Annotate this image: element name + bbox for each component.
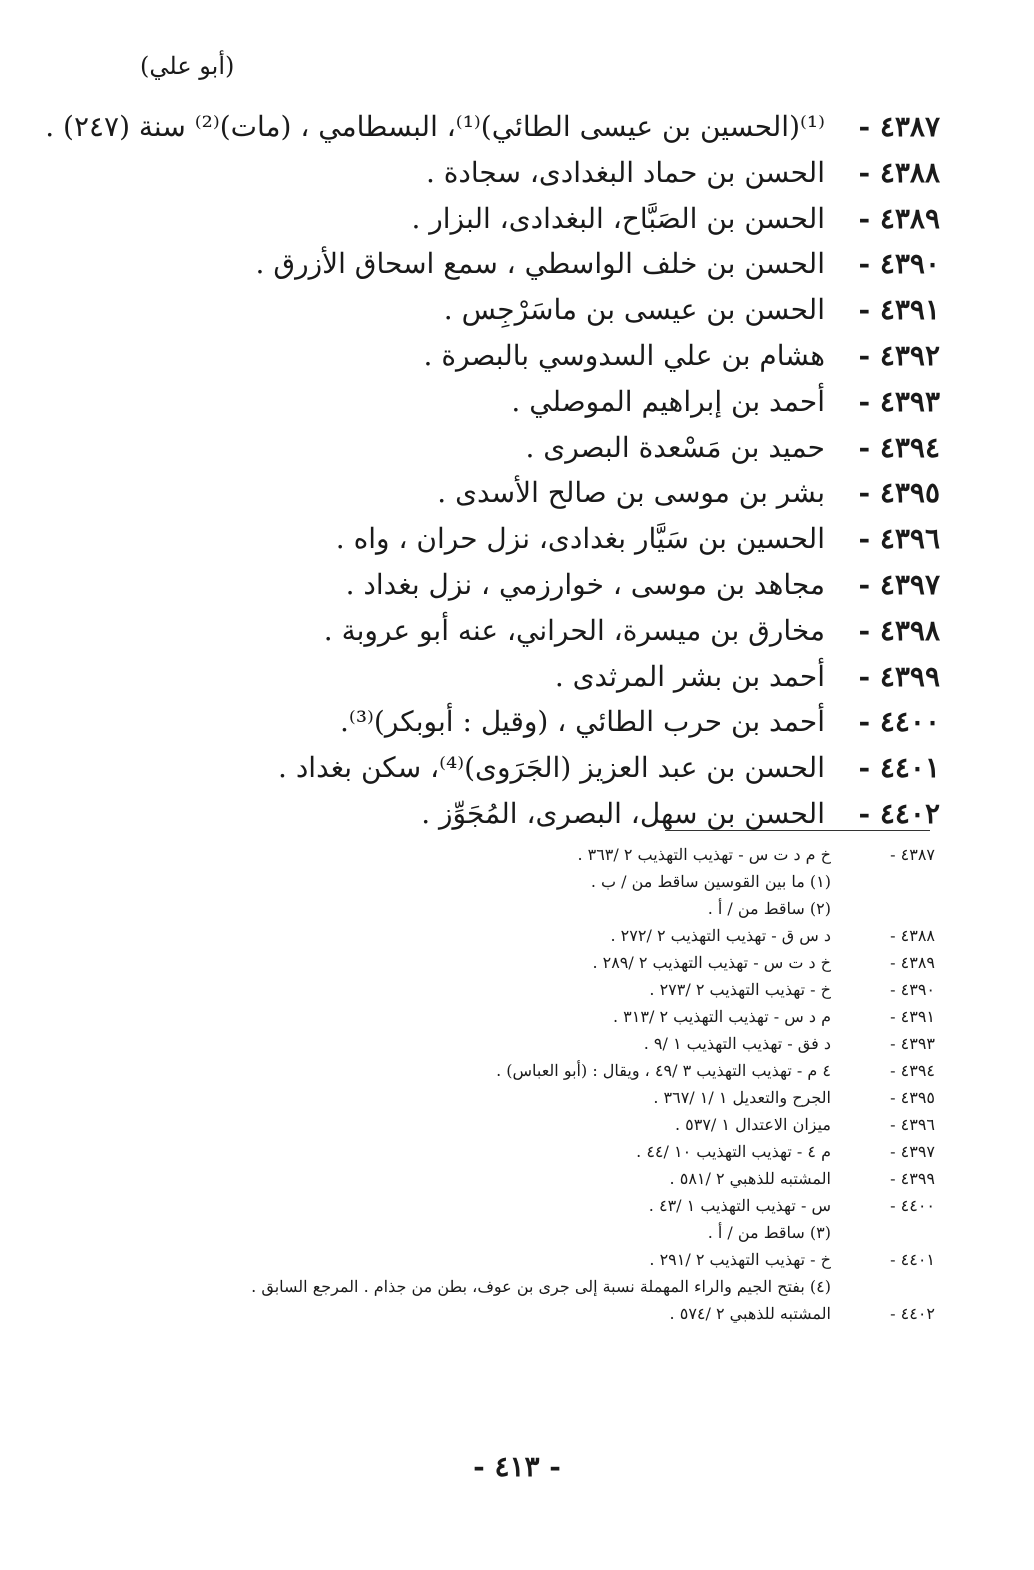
- footnote-row: [240, 872, 935, 899]
- footnote-divider: [665, 830, 930, 831]
- entry-number: ٤٣٩٤ -: [858, 430, 940, 464]
- footnote-text: م ٤ - تهذيب التهذيب ١٠ /٤٤ .: [636, 1142, 831, 1161]
- entry-number: ٤٤٠٢ -: [858, 796, 940, 830]
- entry-number: ٤٣٩٧ -: [858, 567, 940, 601]
- footnote-number: ٤٣٩٧ -: [890, 1142, 935, 1161]
- footnote-row: [240, 953, 935, 980]
- footnote-row: [240, 899, 935, 926]
- footnote-row: [240, 1061, 935, 1088]
- entry-row: [110, 293, 940, 339]
- entry-row: [110, 614, 940, 660]
- footnote-row: [240, 1142, 935, 1169]
- footnote-row: [240, 1115, 935, 1142]
- entry-row: [110, 797, 940, 843]
- entry-text: الحسن بن عيسى بن ماسَرْجِس .: [443, 293, 825, 327]
- entry-text: الحسن بن الصَبَّاح، البغدادى، البزار .: [411, 201, 825, 235]
- entry-row: [110, 385, 940, 431]
- entry-text: هشام بن علي السدوسي بالبصرة .: [423, 338, 825, 372]
- footnote-row: [240, 1223, 935, 1250]
- footnote-row: [240, 1196, 935, 1223]
- entry-row: [110, 156, 940, 202]
- footnote-row: [240, 1169, 935, 1196]
- footnote-number: ٤٣٩٥ -: [890, 1088, 935, 1107]
- entry-text: ⁽¹⁾(الحسين بن عيسى الطائي)⁽¹⁾، البسطامي ، (مات)⁽²⁾ سنة (٢٤٧) .: [45, 110, 825, 143]
- entry-number: ٤٣٩٥ -: [858, 476, 940, 510]
- footnote-text: س - تهذيب التهذيب ١ /٤٣ .: [648, 1196, 831, 1215]
- entry-row: [110, 568, 940, 614]
- footnote-text: المشتبه للذهبي ٢ /٥٧٤ .: [669, 1304, 831, 1323]
- footnote-text: د س ق - تهذيب التهذيب ٢ /٢٧٢ .: [610, 926, 831, 945]
- entry-number: ٤٣٩٩ -: [858, 659, 940, 693]
- footnote-row: [240, 845, 935, 872]
- footnote-number: ٤٣٨٧ -: [890, 845, 935, 864]
- entry-text: الحسن بن خلف الواسطي ، سمع اسحاق الأزرق .: [255, 247, 825, 281]
- footnote-row: [240, 1034, 935, 1061]
- entry-text: أحمد بن حرب الطائي ، (وقيل : أبوبكر)⁽³⁾.: [340, 705, 825, 739]
- page-number: - ٤١٣ -: [473, 1450, 561, 1483]
- footnote-number: ٤٤٠٠ -: [890, 1196, 935, 1215]
- entry-row: [110, 247, 940, 293]
- footnote-row: [240, 980, 935, 1007]
- footnote-text: خ د ت س - تهذيب التهذيب ٢ /٢٨٩ .: [592, 953, 831, 972]
- footnote-number: ٤٣٩٠ -: [890, 980, 935, 999]
- footnote-number: ٤٤٠٢ -: [890, 1304, 935, 1323]
- entry-text: الحسن بن سهل، البصرى، المُجَوِّز .: [421, 796, 825, 830]
- footnote-number: ٤٣٨٨ -: [890, 926, 935, 945]
- entry-number: ٤٣٩٢ -: [858, 338, 940, 372]
- footnote-text: الجرح والتعديل ١ /١ /٣٦٧ .: [653, 1088, 831, 1107]
- footnote-text: المشتبه للذهبي ٢ /٥٨١ .: [669, 1169, 831, 1188]
- entry-number: ٤٣٨٩ -: [858, 201, 940, 235]
- footnote-row: [240, 926, 935, 953]
- footnote-number: ٤٣٨٩ -: [890, 953, 935, 972]
- entry-text: الحسين بن سَيَّار بغدادى، نزل حران ، واه .: [335, 522, 825, 556]
- entry-text: مخارق بن ميسرة، الحراني، عنه أبو عروبة .: [323, 613, 825, 647]
- footnote-text: (٤) بفتح الجيم والراء المهملة نسبة إلى جرى بن عوف، بطن من جذام . المرجع السابق .: [251, 1277, 831, 1296]
- footnote-number: ٤٣٩٣ -: [890, 1034, 935, 1053]
- entry-number: ٤٣٨٨ -: [858, 155, 940, 189]
- entry-row: [110, 431, 940, 477]
- entry-number: ٤٣٨٧ -: [858, 110, 940, 143]
- entry-row: [110, 522, 940, 568]
- footnote-number: ٤٣٩١ -: [890, 1007, 935, 1026]
- footnote-list: [240, 845, 935, 1331]
- footnote-row: [240, 1088, 935, 1115]
- entry-number: ٤٣٩٨ -: [858, 613, 940, 647]
- entry-text: أحمد بن إبراهيم الموصلي .: [511, 384, 825, 418]
- entry-row: [110, 339, 940, 385]
- footnote-text: م د س - تهذيب التهذيب ٢ /٣١٣ .: [613, 1007, 831, 1026]
- entry-text: أحمد بن بشر المرثدى .: [554, 659, 825, 693]
- entry-list: [45, 110, 940, 843]
- entry-text: بشر بن موسى بن صالح الأسدى .: [437, 476, 825, 510]
- entry-row: [110, 751, 940, 797]
- running-header: (أبو علي): [140, 52, 235, 80]
- footnote-text: خ - تهذيب التهذيب ٢ /٢٩١ .: [649, 1250, 831, 1269]
- entry-row: [45, 110, 940, 156]
- entry-row: [110, 705, 940, 751]
- footnote-number: ٤٣٩٩ -: [890, 1169, 935, 1188]
- footnote-row: [240, 1304, 935, 1331]
- entry-row: [110, 660, 940, 706]
- footnote-text: خ م د ت س - تهذيب التهذيب ٢ /٣٦٣ .: [577, 845, 831, 864]
- footnote-text: د فق - تهذيب التهذيب ١ /٩ .: [643, 1034, 831, 1053]
- footnote-text: (٢) ساقط من / أ .: [707, 899, 831, 918]
- footnote-row: [240, 1277, 935, 1304]
- entry-number: ٤٤٠١ -: [858, 751, 940, 785]
- footnote-number: ٤٤٠١ -: [890, 1250, 935, 1269]
- footnote-number: ٤٣٩٤ -: [890, 1061, 935, 1080]
- footnote-number: ٤٣٩٦ -: [890, 1115, 935, 1134]
- footnote-row: [240, 1007, 935, 1034]
- entry-number: ٤٣٩٣ -: [858, 384, 940, 418]
- footnote-text: ميزان الاعتدال ١ /٥٣٧ .: [674, 1115, 831, 1134]
- entry-text: مجاهد بن موسى ، خوارزمي ، نزل بغداد .: [345, 567, 825, 601]
- entry-text: حميد بن مَسْعدة البصرى .: [525, 430, 825, 464]
- footnote-row: [240, 1250, 935, 1277]
- entry-number: ٤٣٩١ -: [858, 293, 940, 327]
- footnote-text: (٣) ساقط من / أ .: [707, 1223, 831, 1242]
- entry-row: [110, 476, 940, 522]
- footnote-text: خ - تهذيب التهذيب ٢ /٢٧٣ .: [649, 980, 831, 999]
- entry-number: ٤٣٩٠ -: [858, 247, 940, 281]
- entry-number: ٤٣٩٦ -: [858, 522, 940, 556]
- entry-row: [110, 202, 940, 248]
- entry-number: ٤٤٠٠ -: [858, 705, 940, 739]
- footnote-text: (١) ما بين القوسين ساقط من / ب .: [590, 872, 831, 891]
- entry-text: الحسن بن حماد البغدادى، سجادة .: [425, 155, 825, 189]
- entry-text: الحسن بن عبد العزيز (الجَرَوى)⁽⁴⁾، سكن بغداد .: [278, 751, 825, 785]
- footnote-text: ٤ م - تهذيب التهذيب ٣ /٤٩ ، ويقال : (أبو العباس) .: [496, 1061, 831, 1080]
